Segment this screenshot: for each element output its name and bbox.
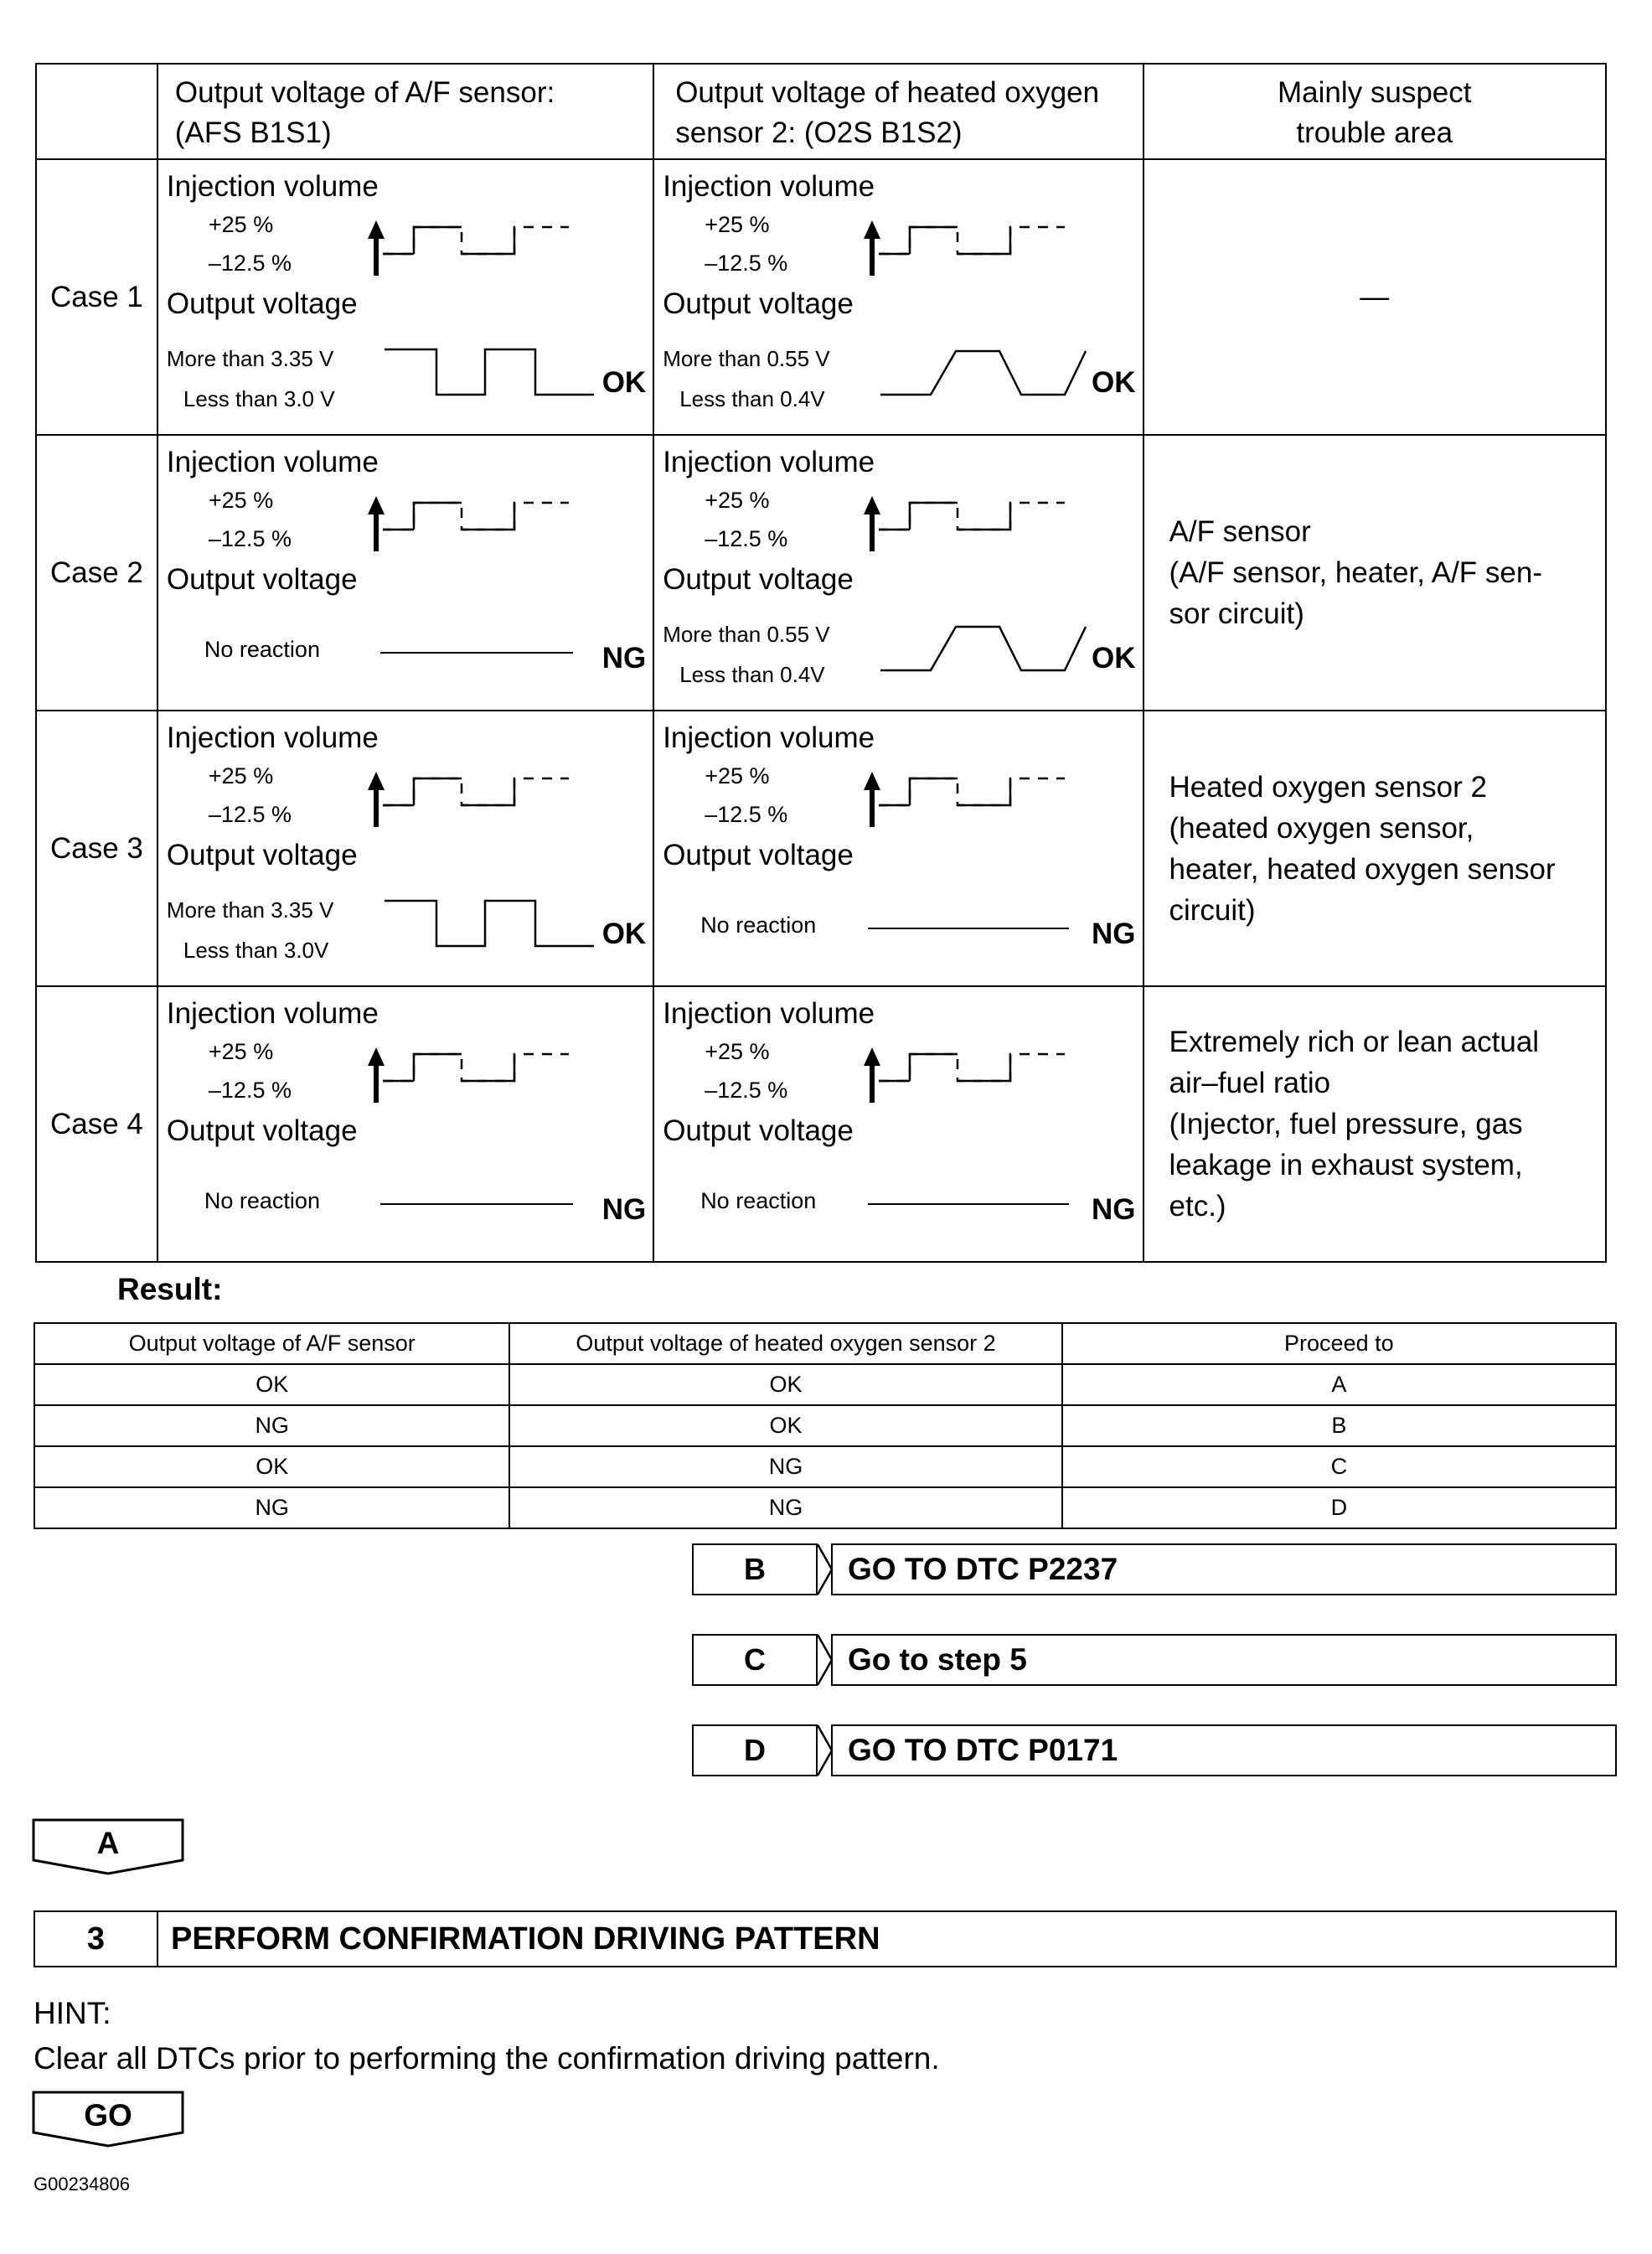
result-cell: B xyxy=(1062,1405,1616,1446)
output-voltage-label: Output voltage xyxy=(166,563,358,596)
step-header xyxy=(34,1910,1617,1967)
trouble-line: (Injector, fuel pressure, gas xyxy=(1169,1108,1523,1140)
minus-12-5-label: –12.5 % xyxy=(208,526,292,551)
injection-volume-label: Injection volume xyxy=(166,721,379,754)
no-reaction-line xyxy=(380,649,573,657)
o2s-column xyxy=(653,159,1143,435)
arrow-head-icon xyxy=(368,220,385,239)
injection-solid-line xyxy=(910,503,1010,530)
no-reaction-line xyxy=(380,1200,573,1208)
result-title: Result: xyxy=(117,1272,223,1306)
case-table-header xyxy=(36,64,1606,159)
more-than-label: More than 0.55 V xyxy=(663,622,830,647)
result-label: OK xyxy=(1092,642,1136,675)
trouble-line: air–fuel ratio xyxy=(1169,1067,1331,1099)
result-label: OK xyxy=(601,366,647,399)
trouble-area xyxy=(1143,711,1607,986)
o2s-cell xyxy=(654,436,1142,710)
result-label: OK xyxy=(1092,366,1136,399)
output-voltage-label: Output voltage xyxy=(663,839,854,871)
more-than-label: More than 3.35 V xyxy=(166,897,334,923)
less-than-label: Less than 3.0V xyxy=(183,938,329,963)
o2s-trapezoid-wave xyxy=(880,622,1098,689)
o2s-trapezoid-wave xyxy=(880,346,1098,413)
case-row xyxy=(36,711,1606,986)
header-afs: Output voltage of A/F sensor: (AFS B1S1) xyxy=(157,64,653,159)
header-empty xyxy=(36,64,157,159)
figure-id: G00234806 xyxy=(34,2174,130,2195)
plus-25-label: +25 % xyxy=(705,488,770,513)
branch-letter: D xyxy=(692,1724,818,1776)
more-than-label: More than 0.55 V xyxy=(663,346,830,371)
output-voltage-label: Output voltage xyxy=(663,563,854,596)
hint-text: Clear all DTCs prior to performing the confirmation driving pattern. xyxy=(34,2041,940,2076)
plus-25-label: +25 % xyxy=(208,212,274,237)
less-than-label: Less than 3.0 V xyxy=(183,386,335,411)
minus-12-5-label: –12.5 % xyxy=(705,802,788,827)
proceed-tag-a: A xyxy=(32,1818,184,1875)
minus-12-5-label: –12.5 % xyxy=(705,526,788,551)
injection-volume-label: Injection volume xyxy=(663,446,875,478)
plus-25-label: +25 % xyxy=(705,1039,770,1064)
arrow-head-icon xyxy=(864,220,880,239)
minus-12-5-label: –12.5 % xyxy=(208,802,292,827)
injection-waveform xyxy=(351,219,602,277)
plus-25-label: +25 % xyxy=(208,488,274,513)
injection-dashed-line xyxy=(879,227,1065,254)
afs-square-wave xyxy=(385,896,602,963)
arrow-head-icon xyxy=(368,772,385,790)
minus-12-5-label: –12.5 % xyxy=(208,1078,292,1103)
header-trouble: Mainly suspect trouble area xyxy=(1143,64,1607,159)
arrow-head-icon xyxy=(368,1047,385,1066)
no-reaction-label: No reaction xyxy=(204,637,320,662)
result-cell: NG xyxy=(509,1487,1061,1528)
injection-volume-label: Injection volume xyxy=(663,721,875,754)
result-label: NG xyxy=(1092,1193,1136,1226)
arrow-head-icon xyxy=(864,772,880,790)
injection-dashed-line xyxy=(383,1054,569,1081)
injection-waveform xyxy=(351,770,602,829)
injection-dashed-line xyxy=(879,503,1065,530)
result-label: NG xyxy=(601,642,647,675)
output-voltage-label: Output voltage xyxy=(166,1114,358,1147)
result-label: OK xyxy=(601,918,647,950)
afs-column xyxy=(157,159,653,435)
injection-waveform xyxy=(847,219,1098,277)
case-label: Case 2 xyxy=(36,435,157,711)
proceed-tag-go: GO xyxy=(32,2091,184,2148)
injection-solid-line xyxy=(910,1054,1010,1081)
injection-dashed-line xyxy=(383,778,569,805)
afs-cell xyxy=(158,160,653,434)
arrow-head-icon xyxy=(864,1047,880,1066)
result-row xyxy=(34,1487,1616,1528)
result-cell: C xyxy=(1062,1446,1616,1487)
injection-solid-line xyxy=(414,1054,514,1081)
result-row xyxy=(34,1405,1616,1446)
step-number: 3 xyxy=(35,1912,158,1966)
trouble-line: A/F sensor xyxy=(1169,515,1311,548)
result-cell: A xyxy=(1062,1364,1616,1405)
afs-cell xyxy=(158,436,653,710)
case-row xyxy=(36,986,1606,1262)
o2s-cell xyxy=(654,711,1142,985)
case-label: Case 1 xyxy=(36,159,157,435)
result-table xyxy=(34,1322,1617,1529)
less-than-label: Less than 0.4V xyxy=(679,662,825,687)
afs-cell xyxy=(158,987,653,1261)
trouble-line: — xyxy=(1360,281,1390,313)
no-reaction-line xyxy=(868,1200,1069,1208)
plus-25-label: +25 % xyxy=(208,763,274,788)
trouble-line: etc.) xyxy=(1169,1190,1226,1223)
injection-volume-label: Injection volume xyxy=(166,170,379,203)
injection-waveform xyxy=(847,1046,1098,1104)
injection-solid-line xyxy=(414,778,514,805)
afs-cell xyxy=(158,711,653,985)
afs-column xyxy=(157,435,653,711)
result-header-cell: Proceed to xyxy=(1062,1323,1616,1364)
case-label: Case 3 xyxy=(36,711,157,986)
trouble-area xyxy=(1143,986,1607,1262)
trouble-line: (A/F sensor, heater, A/F sen- xyxy=(1169,556,1542,589)
hint-label: HINT: xyxy=(34,1996,111,2030)
no-reaction-label: No reaction xyxy=(700,1188,817,1213)
case-table xyxy=(35,63,1607,1263)
case-label: Case 4 xyxy=(36,986,157,1262)
branch-letter: B xyxy=(692,1543,818,1595)
trouble-area xyxy=(1143,159,1607,435)
arrow-head-icon xyxy=(368,496,385,514)
minus-12-5-label: –12.5 % xyxy=(705,251,788,276)
injection-waveform xyxy=(847,494,1098,553)
no-reaction-label: No reaction xyxy=(700,912,817,938)
less-than-label: Less than 0.4V xyxy=(679,386,825,411)
branch-target: Go to step 5 xyxy=(831,1634,1617,1686)
result-header-cell: Output voltage of heated oxygen sensor 2 xyxy=(509,1323,1061,1364)
result-label: NG xyxy=(601,1193,647,1226)
output-voltage-label: Output voltage xyxy=(166,839,358,871)
arrow-head-icon xyxy=(864,496,880,514)
afs-column xyxy=(157,986,653,1262)
result-cell: OK xyxy=(509,1364,1061,1405)
injection-dashed-line xyxy=(879,778,1065,805)
more-than-label: More than 3.35 V xyxy=(166,346,334,371)
injection-solid-line xyxy=(414,227,514,254)
result-cell: OK xyxy=(34,1364,509,1405)
result-cell: NG xyxy=(34,1487,509,1528)
result-cell: D xyxy=(1062,1487,1616,1528)
result-cell: NG xyxy=(509,1446,1061,1487)
injection-solid-line xyxy=(910,227,1010,254)
minus-12-5-label: –12.5 % xyxy=(208,251,292,276)
output-voltage-label: Output voltage xyxy=(663,287,854,320)
trouble-line: sor circuit) xyxy=(1169,597,1304,630)
no-reaction-line xyxy=(868,924,1069,933)
o2s-cell xyxy=(654,987,1142,1261)
trouble-line: circuit) xyxy=(1169,893,1256,927)
injection-volume-label: Injection volume xyxy=(166,446,379,478)
injection-dashed-line xyxy=(383,227,569,254)
o2s-column xyxy=(653,435,1143,711)
case-row xyxy=(36,159,1606,435)
result-header-cell: Output voltage of A/F sensor xyxy=(34,1323,509,1364)
injection-waveform xyxy=(847,770,1098,829)
minus-12-5-label: –12.5 % xyxy=(705,1078,788,1103)
result-cell: OK xyxy=(509,1405,1061,1446)
trouble-line: heater, heated oxygen sensor xyxy=(1169,852,1556,886)
header-o2s: Output voltage of heated oxygen sensor 2: (O2S B1S2) xyxy=(653,64,1143,159)
afs-column xyxy=(157,711,653,986)
branch-target: GO TO DTC P2237 xyxy=(831,1543,1617,1595)
plus-25-label: +25 % xyxy=(705,212,770,237)
injection-volume-label: Injection volume xyxy=(663,997,875,1030)
injection-dashed-line xyxy=(879,1054,1065,1081)
result-label: NG xyxy=(1092,918,1136,950)
case-row xyxy=(36,435,1606,711)
trouble-line: Extremely rich or lean actual xyxy=(1169,1026,1540,1058)
plus-25-label: +25 % xyxy=(208,1039,274,1064)
trouble-area xyxy=(1143,435,1607,711)
injection-solid-line xyxy=(910,778,1010,805)
output-voltage-label: Output voltage xyxy=(166,287,358,320)
plus-25-label: +25 % xyxy=(705,763,770,788)
result-cell: OK xyxy=(34,1446,509,1487)
trouble-line: leakage in exhaust system, xyxy=(1169,1149,1523,1181)
output-voltage-label: Output voltage xyxy=(663,1114,854,1147)
step-title: PERFORM CONFIRMATION DRIVING PATTERN xyxy=(171,1921,880,1957)
branch-target: GO TO DTC P0171 xyxy=(831,1724,1617,1776)
result-header-row xyxy=(34,1323,1616,1364)
trouble-line: (heated oxygen sensor, xyxy=(1169,811,1474,845)
result-row xyxy=(34,1446,1616,1487)
trouble-line: Heated oxygen sensor 2 xyxy=(1169,770,1487,804)
result-row xyxy=(34,1364,1616,1405)
o2s-cell xyxy=(654,160,1142,434)
injection-solid-line xyxy=(414,503,514,530)
injection-dashed-line xyxy=(383,503,569,530)
result-cell: NG xyxy=(34,1405,509,1446)
no-reaction-label: No reaction xyxy=(204,1188,320,1213)
injection-waveform xyxy=(351,494,602,553)
injection-volume-label: Injection volume xyxy=(166,997,379,1030)
injection-volume-label: Injection volume xyxy=(663,170,875,203)
o2s-column xyxy=(653,711,1143,986)
injection-waveform xyxy=(351,1046,602,1104)
branch-letter: C xyxy=(692,1634,818,1686)
o2s-column xyxy=(653,986,1143,1262)
afs-square-wave xyxy=(385,344,602,411)
